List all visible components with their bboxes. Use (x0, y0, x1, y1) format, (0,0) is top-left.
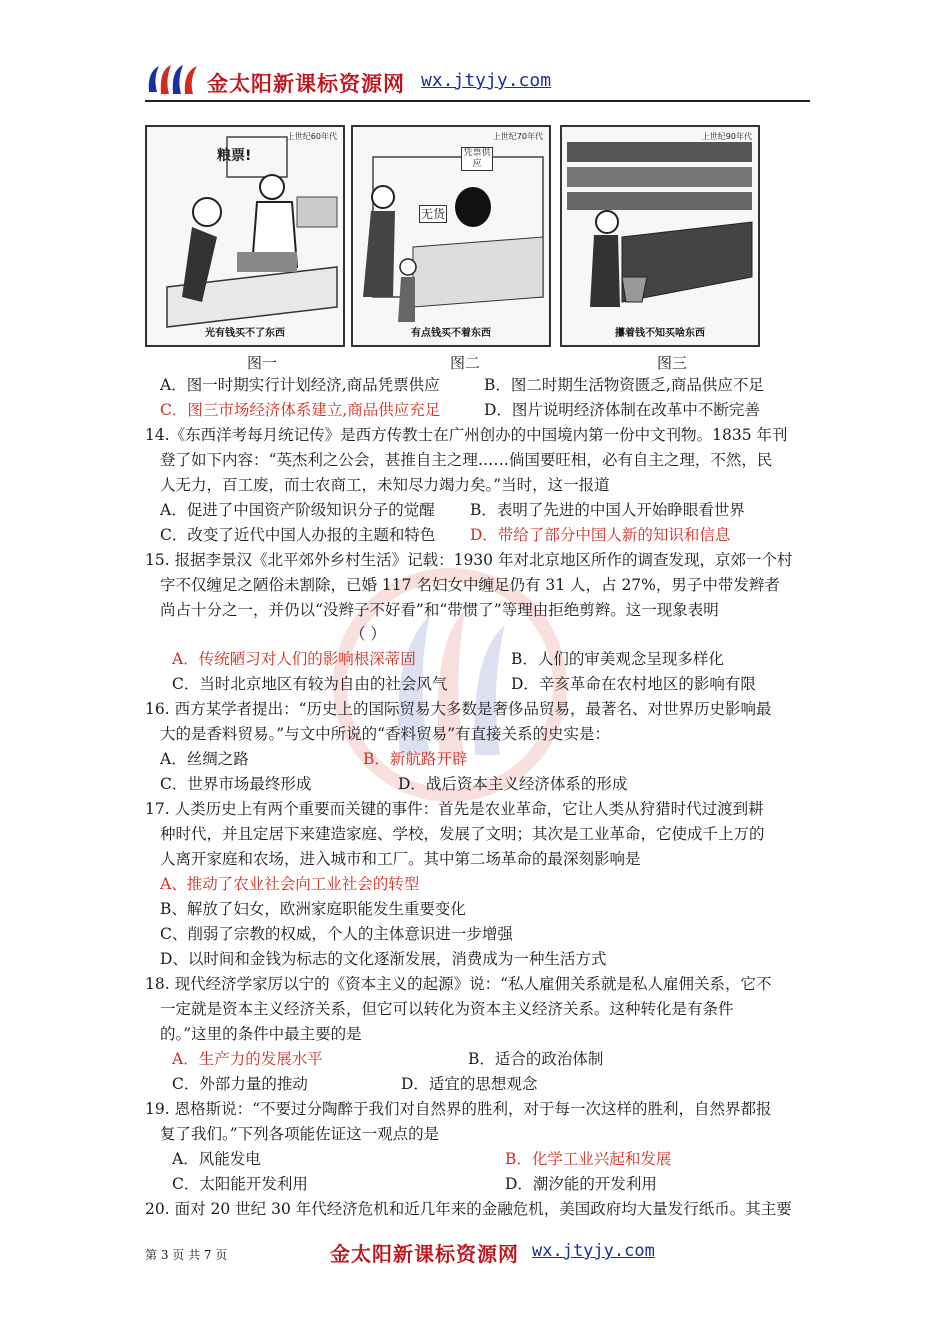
footer-page-number: 第 3 页 共 7 页 (145, 1248, 228, 1262)
header-rule (145, 100, 810, 102)
jty-logo-icon (145, 62, 203, 98)
comic-2-sign-ration: 凭票供应 (461, 147, 493, 171)
question-line: C．太阳能开发利用 (172, 1175, 308, 1193)
question-line: D．潮汐能的开发利用 (505, 1175, 657, 1193)
question-line: A．丝绸之路 (160, 750, 249, 768)
comic-1-caption: 光有钱买不了东西 (205, 328, 285, 339)
question-line: A．图一时期实行计划经济,商品凭票供应 (160, 376, 440, 394)
answer-option-correct: A．生产力的发展水平 (172, 1050, 323, 1068)
question-line: B．人们的审美观念呈现多样化 (511, 650, 724, 668)
comic-3-era: 上世纪90年代 (701, 132, 752, 141)
question-line: 一定就是资本主义经济关系，但它可以转化为资本主义经济关系。这种转化是有条件 (160, 1000, 734, 1018)
question-line: D．图片说明经济体制在改革中不断完善 (484, 401, 760, 419)
question-line: D．辛亥革命在农村地区的影响有限 (511, 675, 756, 693)
question-line: C．改变了近代中国人办报的主题和特色 (160, 526, 436, 544)
answer-option-correct: C．图三市场经济体系建立,商品供应充足 (160, 401, 441, 419)
question-line: 20. 面对 20 世纪 30 年代经济危机和近几年来的金融危机，美国政府均大量发行纸币。其主要 (145, 1200, 792, 1218)
answer-option-correct: A、推动了农业社会向工业社会的转型 (160, 875, 420, 893)
answer-option-correct: D．带给了部分中国人新的知识和信息 (470, 526, 731, 544)
question-line: C．世界市场最终形成 (160, 775, 312, 793)
comic-2-era: 上世纪70年代 (492, 132, 543, 141)
header-site-link[interactable]: wx.jtyjy.com (421, 70, 552, 91)
question-line: D、以时间和金钱为标志的文化逐渐发展，消费成为一种生活方式 (160, 950, 607, 968)
question-line: 的。”这里的条件中最主要的是 (160, 1025, 362, 1043)
question-line: 人离开家庭和农场，进入城市和工厂。其中第二场革命的最深刻影响是 (160, 850, 641, 868)
question-line: 19. 恩格斯说：“不要过分陶醉于我们对自然界的胜利，对于每一次这样的胜利，自然界都报 (145, 1100, 772, 1118)
figure-label-2: 图二 (450, 354, 481, 372)
comic-2-sign-out-of-stock: 无货 (420, 207, 445, 221)
question-line: 尚占十分之一，并仍以“没辫子不好看”和“带惯了”等理由拒绝剪辫。这一现象表明 (160, 601, 719, 619)
question-line: 18. 现代经济学家厉以宁的《资本主义的起源》说：“私人雇佣关系就是私人雇佣关系，它不 (145, 975, 772, 993)
footer-site-link[interactable]: wx.jtyjy.com (532, 1241, 655, 1261)
figure-label-3: 图三 (657, 354, 688, 372)
question-line: B、解放了妇女，欧洲家庭职能发生重要变化 (160, 900, 466, 918)
question-line: 大的是香料贸易。”与文中所说的“香料贸易”有直接关系的史实是： (160, 725, 611, 743)
footer-brand: 金太阳新课标资源网 (330, 1242, 519, 1266)
comic-3-drawing (562, 127, 758, 345)
question-line: A．促进了中国资产阶级知识分子的觉醒 (160, 501, 435, 519)
question-line: D．适宜的思想观念 (401, 1075, 538, 1093)
question-line: 人无力，百工废，而士农商工，未知尽力竭力矣。”当时，这一报道 (160, 476, 610, 494)
comic-2-caption: 有点钱买不着东西 (411, 328, 491, 339)
answer-option-correct: B．新航路开辟 (363, 750, 468, 768)
comic-panel-1 (145, 125, 345, 347)
question-line: A．风能发电 (172, 1150, 261, 1168)
question-line: 17. 人类历史上有两个重要而关键的事件：首先是农业革命，它让人类从狩猎时代过渡到耕 (145, 800, 764, 818)
figure-label-1: 图一 (247, 354, 278, 372)
question-line: C、削弱了宗教的权威，个人的主体意识进一步增强 (160, 925, 513, 943)
comic-1-era: 上世纪60年代 (286, 132, 337, 141)
question-line: D．战后资本主义经济体系的形成 (398, 775, 628, 793)
question-line: B．表明了先进的中国人开始睁眼看世界 (470, 501, 745, 519)
question-line: 登了如下内容：“英杰利之公会，甚推自主之理……倘国要旺相，必有自主之理，不然，民 (160, 451, 773, 469)
question-line: 16. 西方某学者提出：“历史上的国际贸易大多数是奢侈品贸易，最著名、对世界历史影响最 (145, 700, 772, 718)
question-line: C．外部力量的推动 (172, 1075, 308, 1093)
question-line: 种时代，并且定居下来建造家庭、学校，发展了文明；其次是工业革命，它使成千上万的 (160, 825, 765, 843)
question-line: C．当时北京地区有较为自由的社会风气 (172, 675, 448, 693)
comic-panel-3 (560, 125, 760, 347)
comic-panel-2 (351, 125, 551, 347)
comic-1-bubble: 粮票! (217, 148, 252, 164)
question-line: 14.《东西洋考每月统记传》是西方传教士在广州创办的中国境内第一份中文刊物。1835 年刊 (145, 426, 788, 444)
comic-3-caption: 攥着钱不知买啥东西 (615, 328, 705, 339)
comic-strip (145, 125, 810, 347)
question-line: 复了我们。”下列各项能佐证这一观点的是 (160, 1125, 440, 1143)
answer-option-correct: A．传统陋习对人们的影响根深蒂固 (172, 650, 416, 668)
question-line: （ ） (350, 625, 386, 643)
question-line: B．图二时期生活物资匮乏,商品供应不足 (484, 376, 764, 394)
page-header (145, 62, 810, 102)
question-line: 字不仅缠足之陋俗未割除，已婚 117 名妇女中缠足仍有 31 人，占 27%，男子中带发辫者 (160, 576, 780, 594)
question-line: 15. 报据李景汉《北平郊外乡村生活》记载：1930 年对北京地区所作的调查发现，京郊一个村 (145, 551, 793, 569)
header-brand: 金太阳新课标资源网 (207, 71, 405, 96)
answer-option-correct: B．化学工业兴起和发展 (505, 1150, 672, 1168)
question-line: B．适合的政治体制 (468, 1050, 604, 1068)
comic-2-drawing (353, 127, 549, 345)
